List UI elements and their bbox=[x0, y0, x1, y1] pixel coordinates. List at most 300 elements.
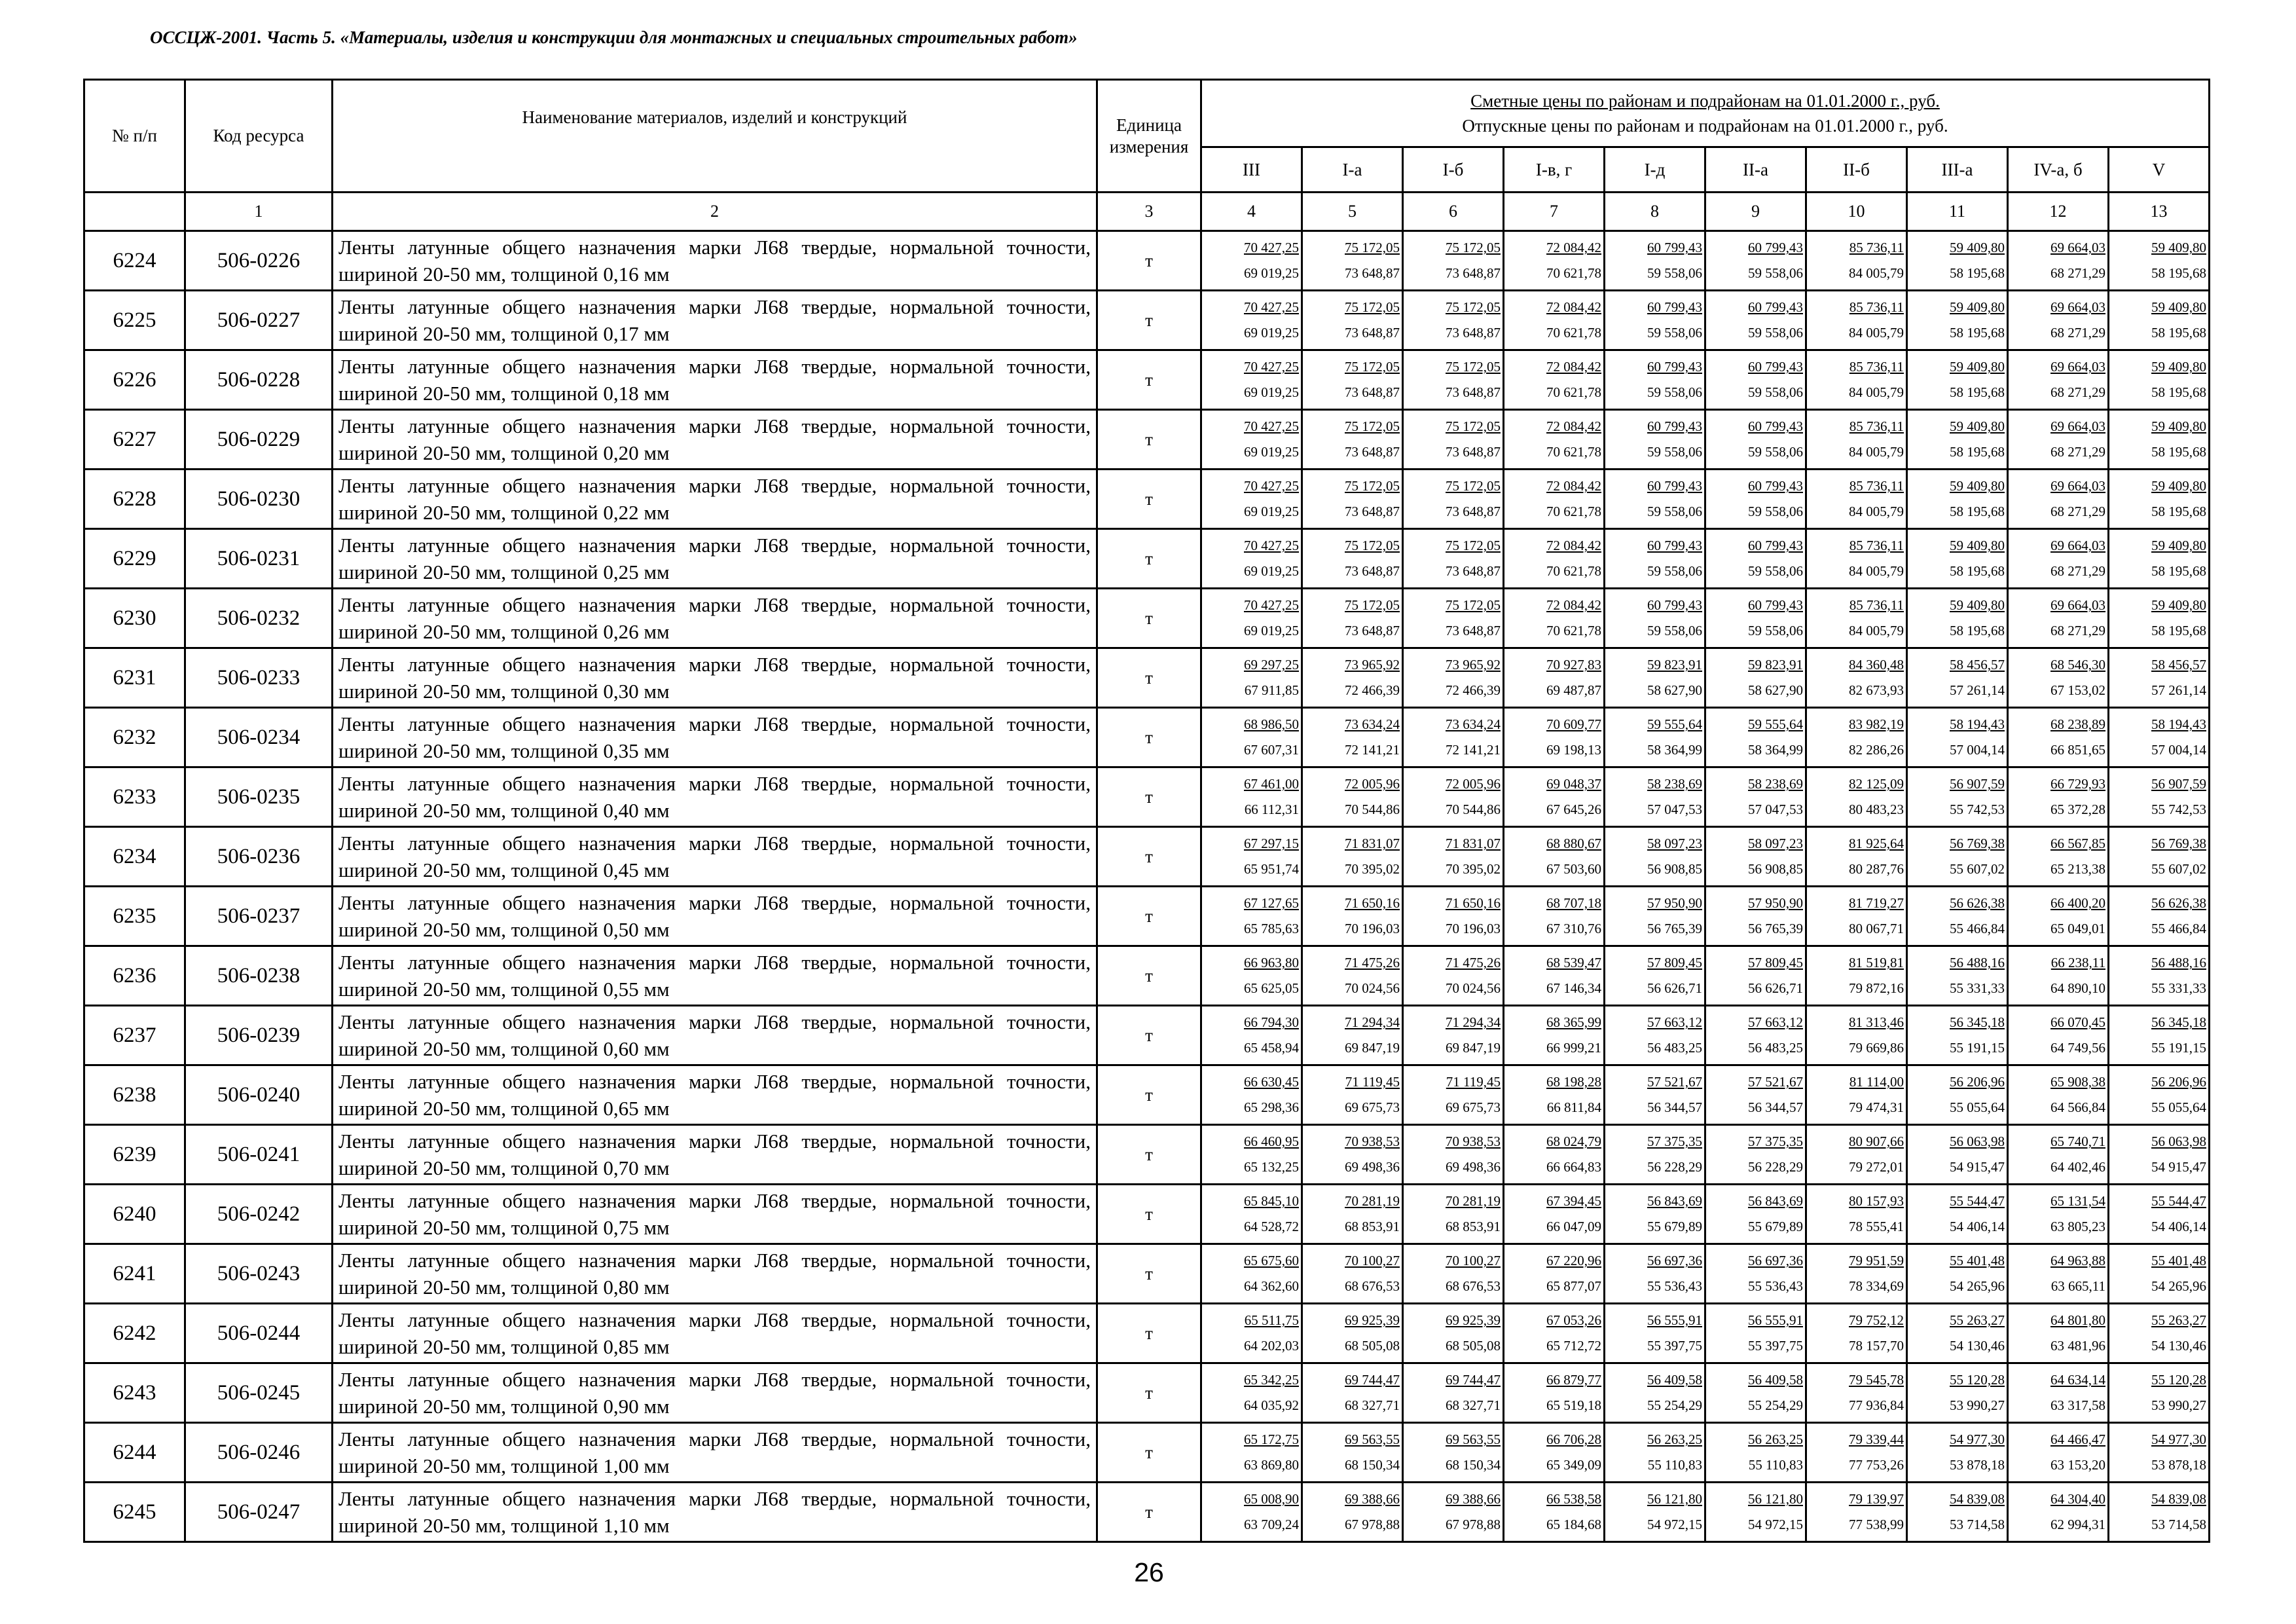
estimate-price: 59 409,80 bbox=[1950, 240, 2005, 255]
price-cell bbox=[1605, 410, 1705, 470]
estimate-price: 75 172,05 bbox=[1446, 597, 1501, 613]
estimate-price: 75 172,05 bbox=[1446, 538, 1501, 553]
estimate-price: 66 400,20 bbox=[2050, 895, 2105, 911]
resource-code: 506-0238 bbox=[185, 946, 333, 1006]
release-price: 55 536,43 bbox=[1647, 1278, 1702, 1294]
release-price: 59 558,06 bbox=[1647, 265, 1702, 281]
resource-code: 506-0226 bbox=[185, 231, 333, 291]
estimate-price: 64 634,14 bbox=[2050, 1372, 2105, 1388]
release-price: 69 675,73 bbox=[1345, 1099, 1400, 1115]
release-price: 58 195,68 bbox=[1950, 504, 2005, 519]
price-cell bbox=[1705, 529, 1806, 589]
release-price: 79 474,31 bbox=[1849, 1099, 1904, 1115]
row-number: 6229 bbox=[84, 529, 185, 589]
release-price: 69 019,25 bbox=[1244, 504, 1299, 519]
release-price: 67 645,26 bbox=[1546, 802, 1601, 817]
unit: т bbox=[1097, 350, 1201, 410]
estimate-price: 56 063,98 bbox=[1950, 1134, 2005, 1149]
estimate-price: 57 809,45 bbox=[1647, 955, 1702, 970]
release-price: 59 558,06 bbox=[1647, 623, 1702, 638]
region-header: III bbox=[1201, 147, 1302, 193]
price-cell bbox=[1705, 767, 1806, 827]
estimate-price: 71 831,07 bbox=[1345, 836, 1400, 851]
column-number: 1 bbox=[185, 193, 333, 231]
estimate-price: 79 139,97 bbox=[1849, 1491, 1904, 1507]
release-price: 70 621,78 bbox=[1546, 265, 1601, 281]
estimate-price: 59 409,80 bbox=[1950, 418, 2005, 434]
price-cell bbox=[1403, 291, 1504, 350]
price-cell bbox=[1504, 1483, 1605, 1542]
estimate-price: 56 555,91 bbox=[1748, 1312, 1803, 1328]
estimate-price: 75 172,05 bbox=[1446, 359, 1501, 375]
price-cell bbox=[1403, 1304, 1504, 1363]
release-price: 84 005,79 bbox=[1849, 504, 1904, 519]
material-name: Ленты латунные общего назначения марки Л68 твердые, нормальной точности, шириной 20-50 мм, толщиной 0,26 мм bbox=[333, 589, 1097, 648]
estimate-price: 59 823,91 bbox=[1748, 657, 1803, 673]
price-cell bbox=[1201, 470, 1302, 529]
price-cell bbox=[1605, 1065, 1705, 1125]
release-price: 84 005,79 bbox=[1849, 325, 1904, 341]
price-cell bbox=[2109, 470, 2210, 529]
column-number: 5 bbox=[1302, 193, 1403, 231]
column-number: 10 bbox=[1806, 193, 1907, 231]
price-cell bbox=[1201, 827, 1302, 887]
price-cell bbox=[1403, 1244, 1504, 1304]
resource-code: 506-0234 bbox=[185, 708, 333, 767]
price-cell bbox=[1504, 350, 1605, 410]
column-number bbox=[84, 193, 185, 231]
estimate-price: 60 799,43 bbox=[1748, 418, 1803, 434]
estimate-price: 79 951,59 bbox=[1849, 1253, 1904, 1268]
release-price: 67 978,88 bbox=[1345, 1517, 1400, 1532]
release-price: 68 150,34 bbox=[1345, 1457, 1400, 1473]
release-price: 72 141,21 bbox=[1345, 742, 1400, 758]
estimate-price: 70 427,25 bbox=[1244, 538, 1299, 553]
region-header: I-а bbox=[1302, 147, 1403, 193]
release-price: 67 978,88 bbox=[1446, 1517, 1501, 1532]
release-price: 57 047,53 bbox=[1647, 802, 1702, 817]
price-cell bbox=[1806, 1483, 1907, 1542]
price-cell bbox=[1907, 767, 2008, 827]
price-cell bbox=[1705, 1185, 1806, 1244]
estimate-price: 66 070,45 bbox=[2050, 1014, 2105, 1030]
unit: т bbox=[1097, 887, 1201, 946]
estimate-price: 70 927,83 bbox=[1546, 657, 1601, 673]
release-price: 73 648,87 bbox=[1345, 444, 1400, 460]
price-cell bbox=[1201, 589, 1302, 648]
estimate-price: 70 100,27 bbox=[1345, 1253, 1400, 1268]
price-cell bbox=[2008, 648, 2109, 708]
release-price: 68 271,29 bbox=[2050, 623, 2105, 638]
table-row bbox=[84, 1483, 2210, 1542]
release-price: 58 195,68 bbox=[2151, 504, 2206, 519]
release-price: 73 648,87 bbox=[1345, 384, 1400, 400]
release-price: 55 466,84 bbox=[1950, 921, 2005, 936]
estimate-price: 57 950,90 bbox=[1748, 895, 1803, 911]
estimate-price: 66 460,95 bbox=[1244, 1134, 1299, 1149]
table-row bbox=[84, 291, 2210, 350]
column-number: 6 bbox=[1403, 193, 1504, 231]
release-price: 59 558,06 bbox=[1748, 384, 1803, 400]
estimate-price: 72 084,42 bbox=[1546, 538, 1601, 553]
price-cell bbox=[2008, 1244, 2109, 1304]
release-price: 69 198,13 bbox=[1546, 742, 1601, 758]
resource-code: 506-0245 bbox=[185, 1363, 333, 1423]
estimate-price: 56 488,16 bbox=[1950, 955, 2005, 970]
estimate-price: 59 409,80 bbox=[1950, 597, 2005, 613]
price-cell bbox=[2109, 1304, 2210, 1363]
price-cell bbox=[1806, 1065, 1907, 1125]
price-cell bbox=[2109, 1423, 2210, 1483]
column-number: 12 bbox=[2008, 193, 2109, 231]
row-number: 6231 bbox=[84, 648, 185, 708]
release-price: 77 538,99 bbox=[1849, 1517, 1904, 1532]
row-number: 6237 bbox=[84, 1006, 185, 1065]
material-name: Ленты латунные общего назначения марки Л68 твердые, нормальной точности, шириной 20-50 мм, толщиной 0,18 мм bbox=[333, 350, 1097, 410]
estimate-price: 58 194,43 bbox=[1950, 716, 2005, 732]
price-cell bbox=[1504, 1423, 1605, 1483]
price-cell bbox=[1201, 1185, 1302, 1244]
price-cell bbox=[1907, 231, 2008, 291]
estimate-price: 67 461,00 bbox=[1244, 776, 1299, 792]
release-price: 56 344,57 bbox=[1647, 1099, 1702, 1115]
price-cell bbox=[1705, 946, 1806, 1006]
release-price: 57 261,14 bbox=[2151, 682, 2206, 698]
price-cell bbox=[1605, 1125, 1705, 1185]
estimate-price: 81 925,64 bbox=[1849, 836, 1904, 851]
material-name: Ленты латунные общего назначения марки Л68 твердые, нормальной точности, шириной 20-50 мм, толщиной 0,70 мм bbox=[333, 1125, 1097, 1185]
release-price: 59 558,06 bbox=[1748, 265, 1803, 281]
estimate-price: 81 519,81 bbox=[1849, 955, 1904, 970]
release-price: 69 019,25 bbox=[1244, 384, 1299, 400]
price-cell bbox=[2008, 589, 2109, 648]
estimate-price: 70 427,25 bbox=[1244, 240, 1299, 255]
table-body bbox=[84, 231, 2210, 1542]
estimate-price: 69 664,03 bbox=[2050, 299, 2105, 315]
table-row bbox=[84, 1244, 2210, 1304]
column-number: 11 bbox=[1907, 193, 2008, 231]
estimate-price: 60 799,43 bbox=[1748, 240, 1803, 255]
price-cell bbox=[1201, 946, 1302, 1006]
price-cell bbox=[1605, 827, 1705, 887]
release-price: 63 153,20 bbox=[2050, 1457, 2105, 1473]
estimate-price: 83 982,19 bbox=[1849, 716, 1904, 732]
release-price: 70 621,78 bbox=[1546, 325, 1601, 341]
header-code: Код ресурса bbox=[185, 80, 333, 193]
material-name: Ленты латунные общего назначения марки Л68 твердые, нормальной точности, шириной 20-50 мм, толщиной 0,90 мм bbox=[333, 1363, 1097, 1423]
price-cell bbox=[1605, 708, 1705, 767]
resource-code: 506-0239 bbox=[185, 1006, 333, 1065]
release-price: 58 195,68 bbox=[2151, 563, 2206, 579]
column-number: 4 bbox=[1201, 193, 1302, 231]
row-number: 6233 bbox=[84, 767, 185, 827]
estimate-price: 71 475,26 bbox=[1345, 955, 1400, 970]
estimate-price: 69 664,03 bbox=[2050, 597, 2105, 613]
estimate-price: 60 799,43 bbox=[1748, 538, 1803, 553]
release-price: 66 999,21 bbox=[1546, 1040, 1601, 1056]
estimate-price: 66 567,85 bbox=[2050, 836, 2105, 851]
estimate-price: 67 297,15 bbox=[1244, 836, 1299, 851]
estimate-price: 70 281,19 bbox=[1446, 1193, 1501, 1209]
price-cell bbox=[1302, 1006, 1403, 1065]
release-price: 73 648,87 bbox=[1446, 325, 1501, 341]
estimate-price: 79 545,78 bbox=[1849, 1372, 1904, 1388]
row-number: 6227 bbox=[84, 410, 185, 470]
release-price: 57 004,14 bbox=[2151, 742, 2206, 758]
release-price: 68 327,71 bbox=[1446, 1397, 1501, 1413]
column-number: 13 bbox=[2109, 193, 2210, 231]
price-cell bbox=[1403, 470, 1504, 529]
estimate-price: 68 986,50 bbox=[1244, 716, 1299, 732]
price-cell bbox=[1806, 1244, 1907, 1304]
price-cell bbox=[1201, 1244, 1302, 1304]
release-price: 66 047,09 bbox=[1546, 1219, 1601, 1234]
release-price: 66 851,65 bbox=[2050, 742, 2105, 758]
release-price: 84 005,79 bbox=[1849, 623, 1904, 638]
release-price: 69 847,19 bbox=[1446, 1040, 1501, 1056]
release-price: 78 157,70 bbox=[1849, 1338, 1904, 1354]
estimate-price: 79 752,12 bbox=[1849, 1312, 1904, 1328]
release-price: 54 130,46 bbox=[1950, 1338, 2005, 1354]
table-row bbox=[84, 1006, 2210, 1065]
release-price: 58 195,68 bbox=[1950, 623, 2005, 638]
unit: т bbox=[1097, 1185, 1201, 1244]
header-estimate-prices: Сметные цены по районам и подрайонам на 01.01.2000 г., руб. bbox=[1470, 91, 1940, 111]
estimate-price: 69 388,66 bbox=[1446, 1491, 1501, 1507]
release-price: 67 146,34 bbox=[1546, 980, 1601, 996]
region-header: V bbox=[2109, 147, 2210, 193]
unit: т bbox=[1097, 648, 1201, 708]
release-price: 55 191,15 bbox=[1950, 1040, 2005, 1056]
estimate-price: 60 799,43 bbox=[1748, 359, 1803, 375]
release-price: 79 872,16 bbox=[1849, 980, 1904, 996]
release-price: 65 951,74 bbox=[1244, 861, 1299, 877]
release-price: 59 558,06 bbox=[1647, 444, 1702, 460]
release-price: 73 648,87 bbox=[1345, 265, 1400, 281]
price-cell bbox=[1907, 1304, 2008, 1363]
release-price: 67 310,76 bbox=[1546, 921, 1601, 936]
release-price: 58 195,68 bbox=[2151, 384, 2206, 400]
price-cell bbox=[1302, 946, 1403, 1006]
estimate-price: 66 879,77 bbox=[1546, 1372, 1601, 1388]
release-price: 72 141,21 bbox=[1446, 742, 1501, 758]
estimate-price: 59 823,91 bbox=[1647, 657, 1702, 673]
estimate-price: 56 121,80 bbox=[1748, 1491, 1803, 1507]
release-price: 55 110,83 bbox=[1647, 1457, 1702, 1473]
price-cell bbox=[2109, 946, 2210, 1006]
price-cell bbox=[1806, 1185, 1907, 1244]
price-cell bbox=[2008, 410, 2109, 470]
price-cell bbox=[1705, 887, 1806, 946]
estimate-price: 71 475,26 bbox=[1446, 955, 1501, 970]
resource-code: 506-0227 bbox=[185, 291, 333, 350]
price-cell bbox=[1705, 291, 1806, 350]
estimate-price: 75 172,05 bbox=[1345, 597, 1400, 613]
resource-code: 506-0247 bbox=[185, 1483, 333, 1542]
price-cell bbox=[1605, 291, 1705, 350]
release-price: 69 847,19 bbox=[1345, 1040, 1400, 1056]
release-price: 65 712,72 bbox=[1546, 1338, 1601, 1354]
estimate-price: 75 172,05 bbox=[1345, 359, 1400, 375]
estimate-price: 69 744,47 bbox=[1345, 1372, 1400, 1388]
price-cell bbox=[2008, 1006, 2109, 1065]
estimate-price: 56 345,18 bbox=[2151, 1014, 2206, 1030]
release-price: 78 555,41 bbox=[1849, 1219, 1904, 1234]
table-row bbox=[84, 946, 2210, 1006]
release-price: 73 648,87 bbox=[1446, 265, 1501, 281]
release-price: 54 915,47 bbox=[2151, 1159, 2206, 1175]
resource-code: 506-0242 bbox=[185, 1185, 333, 1244]
resource-code: 506-0240 bbox=[185, 1065, 333, 1125]
estimate-price: 55 401,48 bbox=[2151, 1253, 2206, 1268]
header-name: Наименование материалов, изделий и конструкций bbox=[333, 80, 1097, 193]
price-cell bbox=[1201, 1363, 1302, 1423]
price-cell bbox=[1403, 1006, 1504, 1065]
release-price: 65 785,63 bbox=[1244, 921, 1299, 936]
price-cell bbox=[1806, 291, 1907, 350]
release-price: 65 372,28 bbox=[2050, 802, 2105, 817]
price-cell bbox=[1504, 827, 1605, 887]
estimate-price: 75 172,05 bbox=[1446, 240, 1501, 255]
release-price: 58 195,68 bbox=[2151, 623, 2206, 638]
price-cell bbox=[2008, 1304, 2109, 1363]
price-cell bbox=[1403, 231, 1504, 291]
estimate-price: 70 427,25 bbox=[1244, 299, 1299, 315]
estimate-price: 69 664,03 bbox=[2050, 538, 2105, 553]
release-price: 79 272,01 bbox=[1849, 1159, 1904, 1175]
price-cell bbox=[1907, 946, 2008, 1006]
release-price: 59 558,06 bbox=[1748, 325, 1803, 341]
row-number: 6234 bbox=[84, 827, 185, 887]
price-cell bbox=[1201, 887, 1302, 946]
release-price: 64 362,60 bbox=[1244, 1278, 1299, 1294]
estimate-price: 60 799,43 bbox=[1647, 597, 1702, 613]
price-cell bbox=[1302, 529, 1403, 589]
release-price: 55 607,02 bbox=[2151, 861, 2206, 877]
estimate-price: 71 650,16 bbox=[1446, 895, 1501, 911]
estimate-price: 65 342,25 bbox=[1244, 1372, 1299, 1388]
resource-code: 506-0228 bbox=[185, 350, 333, 410]
release-price: 69 019,25 bbox=[1244, 623, 1299, 638]
table-row bbox=[84, 529, 2210, 589]
release-price: 70 395,02 bbox=[1345, 861, 1400, 877]
estimate-price: 69 048,37 bbox=[1546, 776, 1601, 792]
price-cell bbox=[2008, 529, 2109, 589]
price-cell bbox=[1806, 529, 1907, 589]
price-cell bbox=[1403, 589, 1504, 648]
estimate-price: 57 375,35 bbox=[1647, 1134, 1702, 1149]
release-price: 65 184,68 bbox=[1546, 1517, 1601, 1532]
price-cell bbox=[1403, 887, 1504, 946]
material-name: Ленты латунные общего назначения марки Л68 твердые, нормальной точности, шириной 20-50 мм, толщиной 0,45 мм bbox=[333, 827, 1097, 887]
estimate-price: 59 409,80 bbox=[2151, 299, 2206, 315]
release-price: 80 067,71 bbox=[1849, 921, 1904, 936]
material-name: Ленты латунные общего назначения марки Л68 твердые, нормальной точности, шириной 20-50 мм, толщиной 0,22 мм bbox=[333, 470, 1097, 529]
price-cell bbox=[2008, 1065, 2109, 1125]
release-price: 70 544,86 bbox=[1446, 802, 1501, 817]
unit: т bbox=[1097, 231, 1201, 291]
release-price: 55 679,89 bbox=[1647, 1219, 1702, 1234]
estimate-price: 75 172,05 bbox=[1446, 418, 1501, 434]
estimate-price: 72 005,96 bbox=[1446, 776, 1501, 792]
release-price: 54 265,96 bbox=[1950, 1278, 2005, 1294]
estimate-price: 82 125,09 bbox=[1849, 776, 1904, 792]
estimate-price: 72 084,42 bbox=[1546, 299, 1601, 315]
material-name: Ленты латунные общего назначения марки Л68 твердые, нормальной точности, шириной 20-50 мм, толщиной 0,35 мм bbox=[333, 708, 1097, 767]
estimate-price: 59 409,80 bbox=[2151, 597, 2206, 613]
price-cell bbox=[1605, 1006, 1705, 1065]
estimate-price: 56 263,25 bbox=[1748, 1431, 1803, 1447]
release-price: 84 005,79 bbox=[1849, 265, 1904, 281]
release-price: 73 648,87 bbox=[1446, 504, 1501, 519]
estimate-price: 56 907,59 bbox=[1950, 776, 2005, 792]
release-price: 69 498,36 bbox=[1446, 1159, 1501, 1175]
row-number: 6224 bbox=[84, 231, 185, 291]
release-price: 73 648,87 bbox=[1345, 563, 1400, 579]
estimate-price: 75 172,05 bbox=[1345, 418, 1400, 434]
resource-code: 506-0246 bbox=[185, 1423, 333, 1483]
release-price: 70 395,02 bbox=[1446, 861, 1501, 877]
estimate-price: 70 427,25 bbox=[1244, 478, 1299, 494]
estimate-price: 54 977,30 bbox=[2151, 1431, 2206, 1447]
resource-code: 506-0243 bbox=[185, 1244, 333, 1304]
estimate-price: 69 925,39 bbox=[1446, 1312, 1501, 1328]
price-cell bbox=[1907, 350, 2008, 410]
price-cell bbox=[1403, 1065, 1504, 1125]
table-row bbox=[84, 708, 2210, 767]
price-cell bbox=[1302, 1304, 1403, 1363]
estimate-price: 69 563,55 bbox=[1446, 1431, 1501, 1447]
estimate-price: 59 555,64 bbox=[1647, 716, 1702, 732]
material-name: Ленты латунные общего назначения марки Л68 твердые, нормальной точности, шириной 20-50 мм, толщиной 0,20 мм bbox=[333, 410, 1097, 470]
price-cell bbox=[1806, 1006, 1907, 1065]
estimate-price: 54 839,08 bbox=[2151, 1491, 2206, 1507]
estimate-price: 56 488,16 bbox=[2151, 955, 2206, 970]
price-cell bbox=[1403, 767, 1504, 827]
material-name: Ленты латунные общего назначения марки Л68 твердые, нормальной точности, шириной 20-50 мм, толщиной 0,16 мм bbox=[333, 231, 1097, 291]
region-header: I-в, г bbox=[1504, 147, 1605, 193]
price-cell bbox=[1806, 827, 1907, 887]
estimate-price: 69 925,39 bbox=[1345, 1312, 1400, 1328]
price-cell bbox=[1705, 350, 1806, 410]
price-cell bbox=[1806, 1125, 1907, 1185]
price-cell bbox=[2008, 767, 2109, 827]
estimate-price: 69 388,66 bbox=[1345, 1491, 1400, 1507]
estimate-price: 68 365,99 bbox=[1546, 1014, 1601, 1030]
estimate-price: 75 172,05 bbox=[1446, 478, 1501, 494]
estimate-price: 71 119,45 bbox=[1446, 1074, 1501, 1090]
release-price: 77 753,26 bbox=[1849, 1457, 1904, 1473]
price-cell bbox=[2109, 827, 2210, 887]
release-price: 58 195,68 bbox=[2151, 325, 2206, 341]
price-cell bbox=[1403, 648, 1504, 708]
release-price: 68 271,29 bbox=[2050, 325, 2105, 341]
release-price: 55 191,15 bbox=[2151, 1040, 2206, 1056]
table-row bbox=[84, 1065, 2210, 1125]
column-number: 7 bbox=[1504, 193, 1605, 231]
material-name: Ленты латунные общего назначения марки Л68 твердые, нормальной точности, шириной 20-50 мм, толщиной 0,25 мм bbox=[333, 529, 1097, 589]
estimate-price: 85 736,11 bbox=[1849, 359, 1904, 375]
release-price: 65 049,01 bbox=[2050, 921, 2105, 936]
price-cell bbox=[1907, 589, 2008, 648]
unit: т bbox=[1097, 1363, 1201, 1423]
release-price: 54 265,96 bbox=[2151, 1278, 2206, 1294]
release-price: 70 621,78 bbox=[1546, 623, 1601, 638]
price-cell bbox=[1907, 1363, 2008, 1423]
estimate-price: 58 456,57 bbox=[2151, 657, 2206, 673]
table-row bbox=[84, 648, 2210, 708]
release-price: 56 228,29 bbox=[1647, 1159, 1702, 1175]
